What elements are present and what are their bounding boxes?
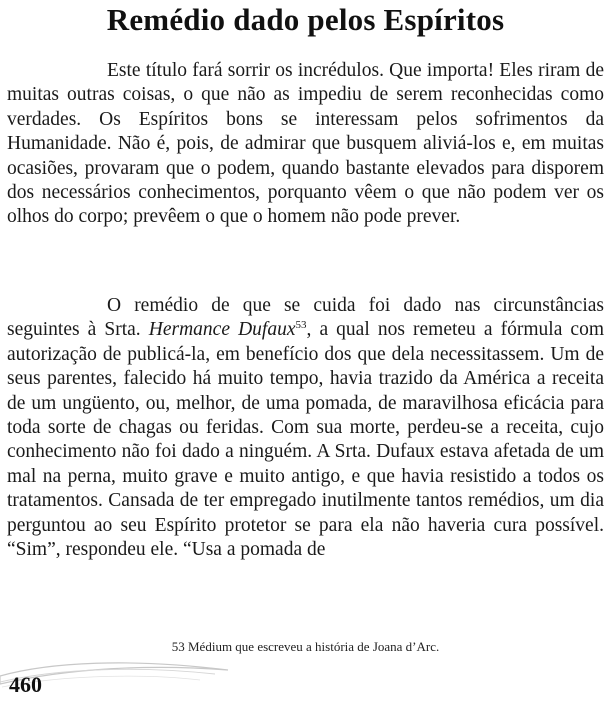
footnote-reference: 53 xyxy=(295,319,307,332)
chapter-title: Remédio dado pelos Espíritos xyxy=(106,2,505,37)
paragraph-1 xyxy=(7,59,604,230)
paragraph-1-text: Este título fará sorrir os incrédulos. Que importa! Eles riram de muitas outras coisas, o que não as impediu de serem reconhecidas como verdades. Os Espíritos bons se interessam pelos sofrimentos da Humanidade. Não é, pois, de admirar que busquem aliviá-los e, em muitas ocasiões, provaram que o podem, quando bastante elevados para disporem dos necessários conhecimentos, porquanto vêem o que não podem ver os olhos do corpo; prevêem o que o homem não pode prever. xyxy=(7,60,604,228)
paragraph-2 xyxy=(7,294,604,562)
footnote: 53 Médium que escreveu a história de Joana d’Arc. xyxy=(171,639,440,654)
medium-name: Hermance Dufaux xyxy=(148,319,296,341)
page-number: 460 xyxy=(9,672,42,697)
paragraph-2-text-rest: , a qual nos remeteu a fórmula com autorização de publicá-la, em benefício dos que dela necessitassem. Um de seus parentes, falecido há muito tempo, havia trazido da América a receita de um ungüento, ou, melhor, de uma pomada, de maravilhosa eficácia para toda sorte de chagas ou feridas. Com sua morte, perdeu-se a receita, cujo conhecimento não foi dado a ninguém. A Srta. Dufaux estava afetada de um mal na perna, muito grave e muito antigo, e que havia resistido a todos os tratamentos. Cansada de ter empregado inutilmente tantos remédios, um dia perguntou ao seu Espírito protetor se para ela não haveria cura possível. “Sim”, respondeu ele. “Usa a pomada de xyxy=(7,319,605,561)
paragraph-2-text-start: O remédio de que se cuida foi dado nas circunstâncias seguintes à Srta. xyxy=(7,295,604,341)
